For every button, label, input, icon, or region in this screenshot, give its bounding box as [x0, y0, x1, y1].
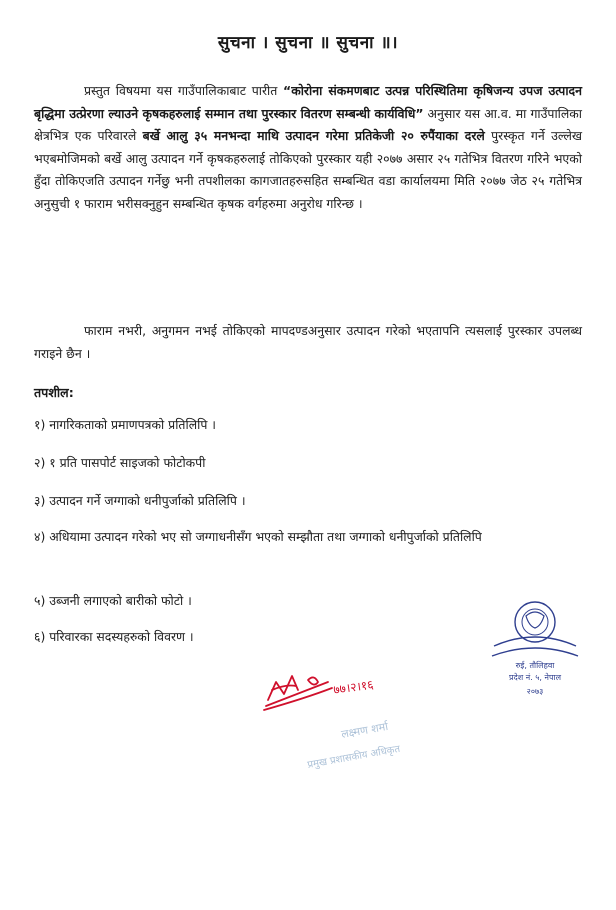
details-item-3: ३) उत्पादन गर्ने जग्गाको धनीपुर्जाको प्रतिलिपि । — [34, 493, 246, 508]
details-item-1: १) नागरिकताको प्रमाणपत्रको प्रतिलिपि । — [34, 417, 216, 432]
notice-text: अनुसार यस आ.व. मा गाउँपालिका क्षेत्रभित्र एक परिवारले — [34, 105, 583, 144]
office-stamp-seal — [486, 598, 584, 706]
notice-text: प्रस्तुत विषयमा यस गाउँपालिकाबाट पारीत — [84, 83, 284, 98]
notice-paragraph-2: फाराम नभरी, अनुगमन नभई तोकिएको मापदण्डअनुसार उत्पादन गरेको भएतापनि त्यसलाई पुरस्कार उपलब्ध गराइने छैन । — [34, 323, 582, 361]
stamp-line-5: २०७३ — [526, 687, 544, 696]
handwritten-signature — [262, 660, 392, 712]
signature-date: ७७।२।१६ — [332, 677, 375, 697]
notice-paragraph-1 — [34, 80, 582, 216]
details-heading: तपशील: — [34, 385, 74, 400]
details-item-5: ५) उब्जनी लगाएको बारीको फोटो । — [34, 593, 192, 608]
officer-name: लक्ष्मण शर्मा — [340, 719, 390, 741]
notice-bold-text: बर्खे आलु ३५ मनभन्दा माथि उत्पादन गरेमा प्रतिकेजी २० रुपैंयाका दरले — [142, 128, 485, 144]
details-item-4: ४) अधियामा उत्पादन गरेको भए सो जग्गाधनीसँग भएको सम्झौता तथा जग्गाको धनीपुर्जाको प्रतिलिपि — [34, 529, 482, 544]
officer-name-stamp — [298, 712, 478, 784]
details-item-6: ६) परिवारका सदस्यहरुको विवरण । — [34, 629, 194, 644]
stamp-line-4: प्रदेश नं. ५, नेपाल — [508, 673, 562, 682]
notice-bold-text: “कोरोना संकमणबाट उत्पन्न परिस्थितिमा कृषिजन्य उपज उत्पादन बृद्धिमा उत्प्रेरणा ल्याउने कृषकहरुलाई सम्मान तथा पुरस्कार वितरण सम्बन्धी कार्यविधि” — [34, 83, 582, 121]
notice-title: सुचना । सुचना ॥ सुचना ॥। — [217, 33, 399, 53]
officer-title: प्रमुख प्रशासकीय अधिकृत — [306, 743, 401, 771]
stamp-line-3: रुई, तौलिहवा — [515, 661, 555, 670]
details-item-2: २) १ प्रति पासपोर्ट साइजको फोटोकपी — [34, 455, 206, 470]
notice-text: पुरस्कृत गर्ने उल्लेख भएबमोजिमको बर्खे आलु उत्पादन गर्ने कृषकहरुलाई तोकिएको पुरस्कार यही २०७७ असार २५ गतेभित्र वितरण गरिने भएको हुँदा तोकिएजति उत्पादन गर्नेछु भनी तपशीलका कागजातहरुसहित सम्बन्धित वडा कार्यालयमा मिति २०७७ जेठ २५ गतेभित्र अनुसुची १ फाराम भरीसक्नुहुन सम्बन्धित कृषक वर्गहरुमा अनुरोध गरिन्छ । — [34, 128, 582, 211]
